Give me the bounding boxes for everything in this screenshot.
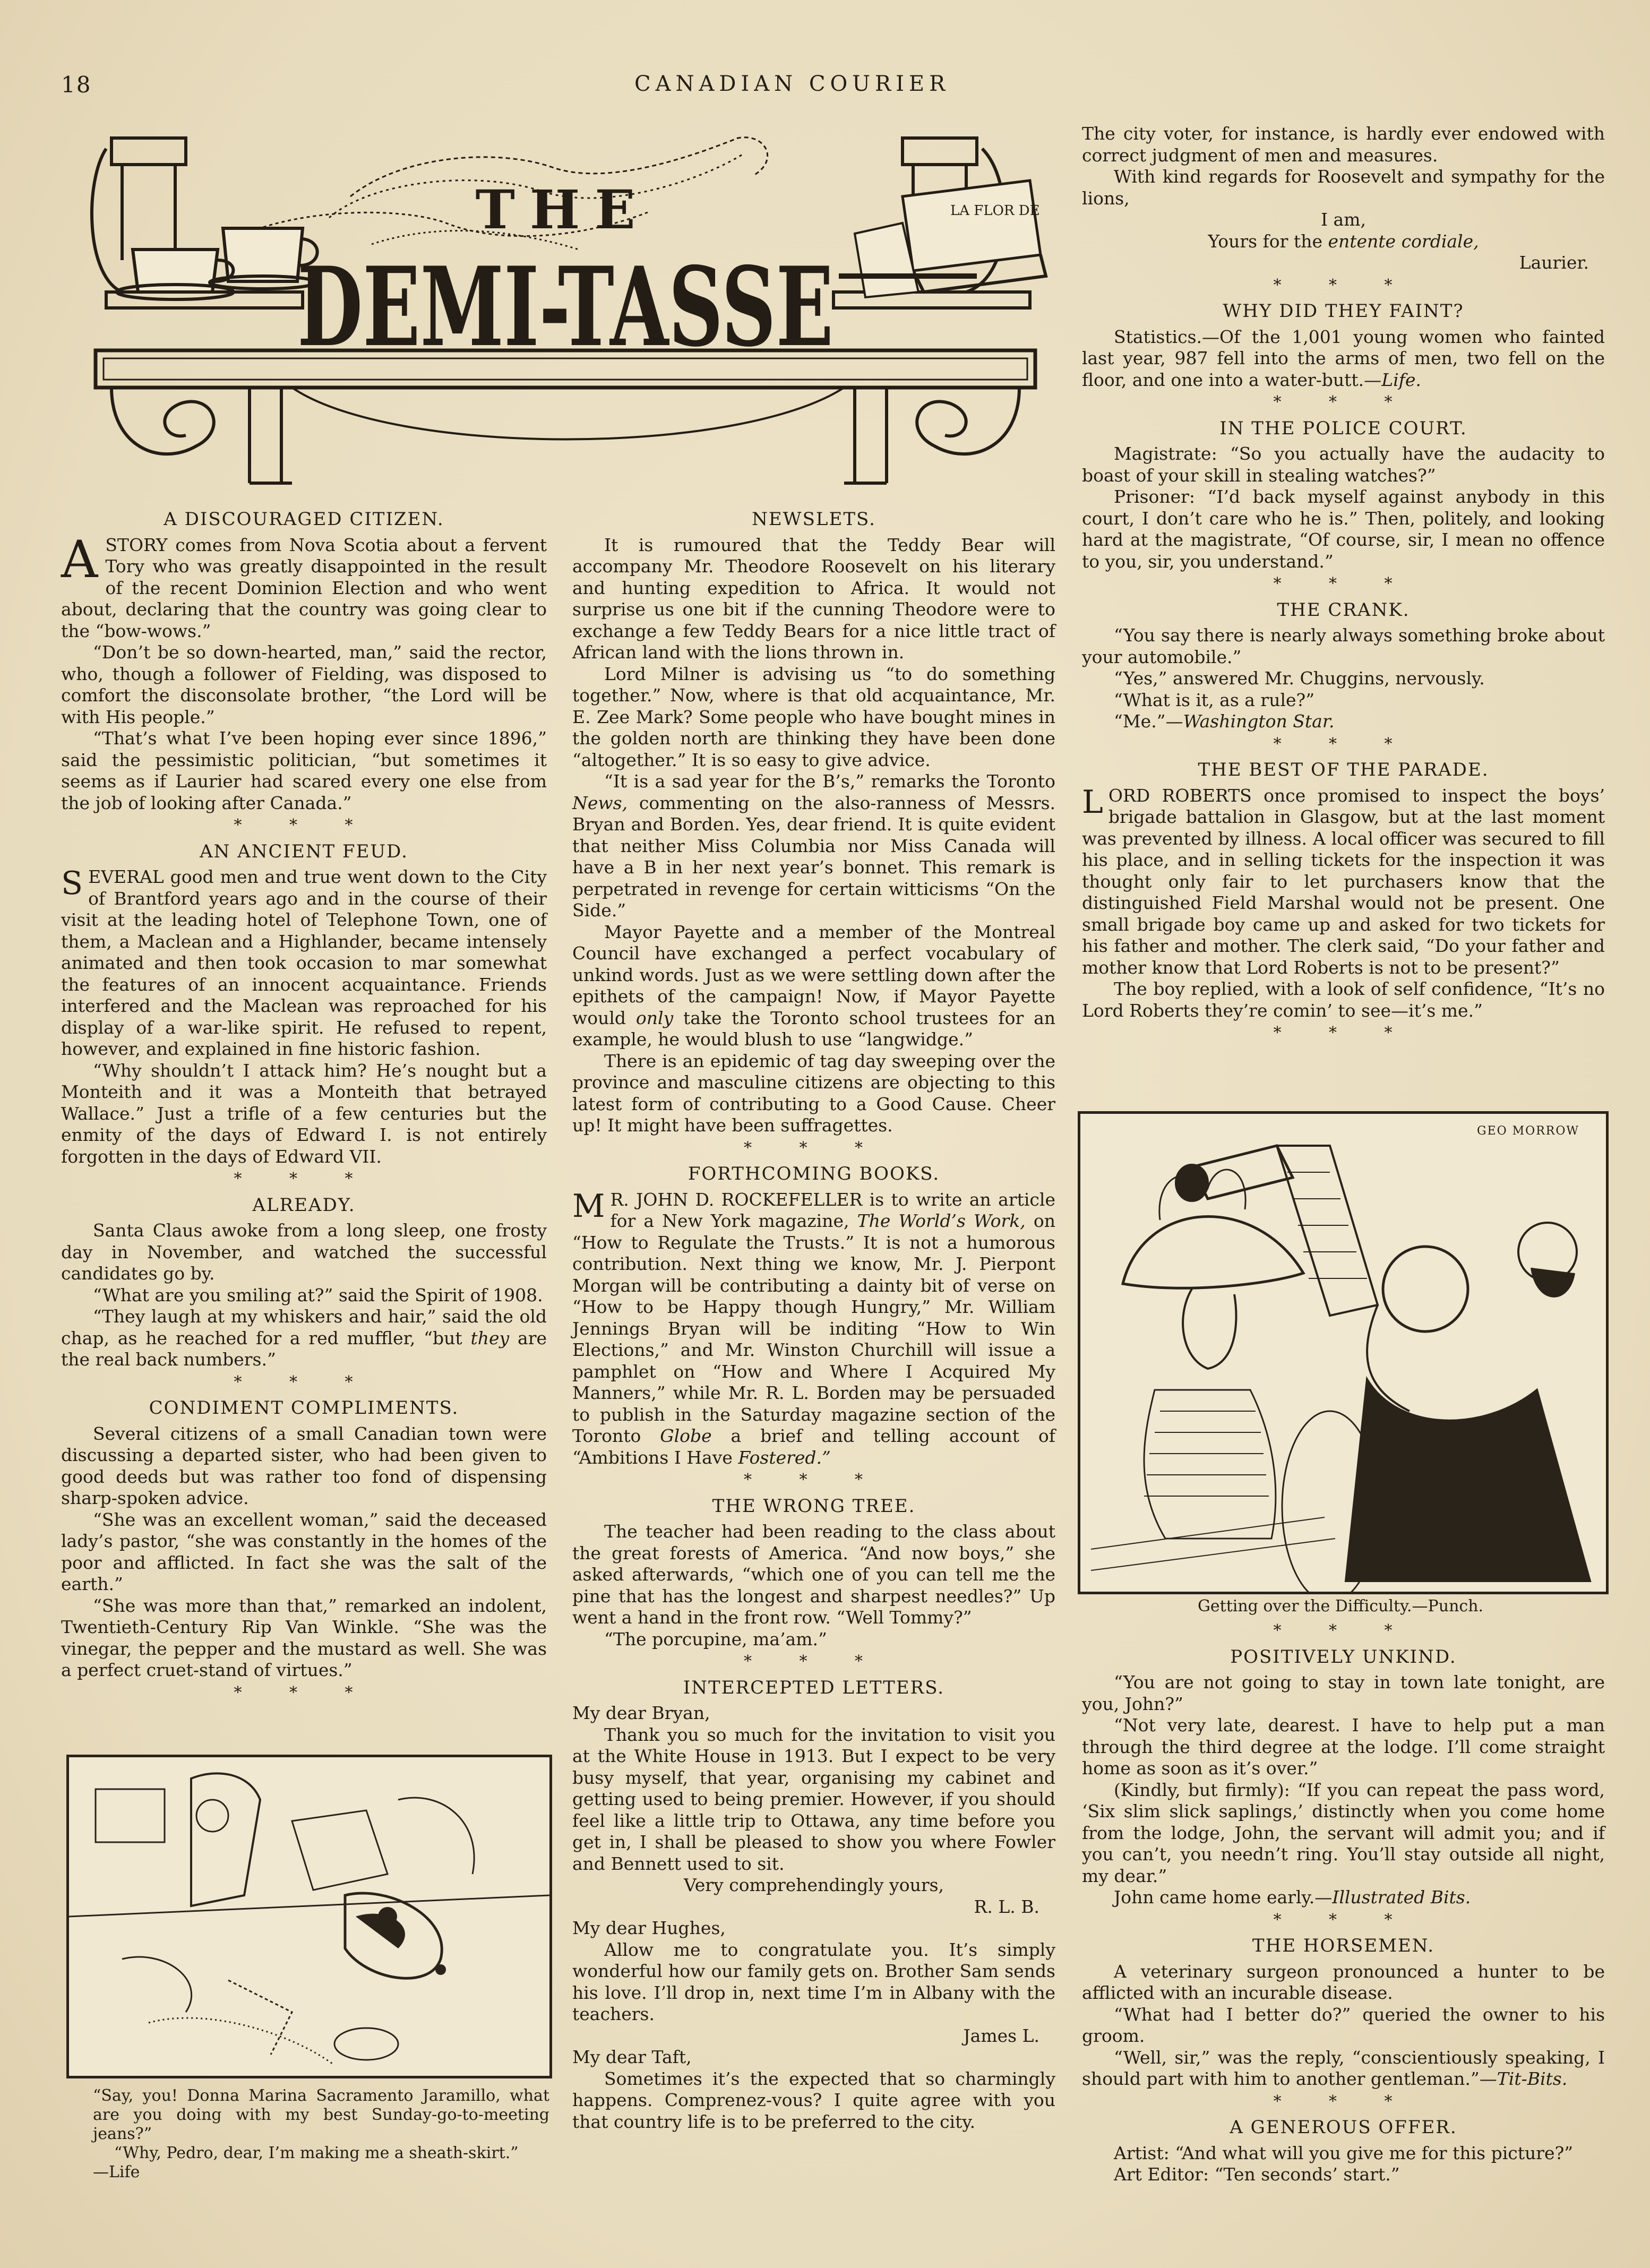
letter-body: Allow me to congratulate you. It’s simply wonderful how our family gets on. Brother Sam sends his love. I’ll drop in, next time I’m in Albany with the teachers.	[572, 1939, 1055, 2024]
separator-stars: * * *	[234, 816, 374, 835]
separator-stars: * * *	[234, 1372, 374, 1391]
article-text: take the Toronto school trustees for an example, he would blush to use “langwidge.”	[572, 1007, 1055, 1050]
article-paragraph: “You are not going to stay in town late tonight, are you, John?”	[1082, 1672, 1605, 1714]
letter-body: Thank you so much for the invitation to visit you at the White House in 1913. But I expect to be very busy myself, that year, organising my cabinet and getting used to being premier. However, if you should feel like a little trip to Ottawa, any time before you get in, I shall be pleased to show you where Fowler and Bennett used to sit.	[572, 1724, 1055, 1874]
separator-stars: * * *	[743, 1138, 884, 1157]
article-paragraph: “What is it, as a rule?”	[1114, 689, 1315, 710]
article-text: a brief and telling account of “Ambitions I Have	[572, 1425, 1055, 1468]
separator-stars: * * *	[1273, 1910, 1414, 1929]
article-paragraph: “Don’t be so down-hearted, man,” said the rector, who, though a follower of Fielding, was disposed to comfort the disconsolate brother, “the Lord will be with His people.”	[61, 642, 547, 727]
headline-ancient-feud: AN ANCIENT FEUD.	[200, 840, 408, 862]
article-paragraph: Santa Claus awoke from a long sleep, one frosty day in November, and watched the successful candidates go by.	[61, 1220, 547, 1284]
cartoon-caption-block	[93, 2086, 549, 2182]
article-paragraph: “What are you smiling at?” said the Spirit of 1908.	[93, 1284, 543, 1305]
separator-stars: * * *	[743, 1652, 884, 1671]
letter-signature: R. L. B.	[974, 1896, 1039, 1917]
cartoon-drawing	[1080, 1114, 1606, 1592]
article-paragraph: The teacher had been reading to the class about the great forests of America. “And now boys,” she asked afterwards, “which one of you can tell me the pine that has the longest and sharpest needles?” Up went a hand in the front row. “Well Tommy?”	[572, 1521, 1055, 1628]
headline-crank: THE CRANK.	[1277, 599, 1410, 621]
article-paragraph: Prisoner: “I’d back myself against anybody in this court, I don’t care who he is.” Then, politely, and looking hard at the magistrate, “Of course, sir, I mean no offence to you, sir, you understand.”	[1082, 486, 1605, 572]
headline-wrong-tree: THE WRONG TREE.	[712, 1495, 916, 1517]
article-paragraph: There is an epidemic of tag day sweeping over the province and masculine citizens are objecting to this latest form of contributing to a Good Cause. Cheer up! It might have been suffragettes.	[572, 1050, 1055, 1136]
column-2	[572, 504, 1055, 2133]
cartoon-source: —Life	[93, 2163, 140, 2181]
letter-closing: I am,	[1321, 209, 1366, 230]
separator-stars: * * *	[1273, 2092, 1414, 2111]
article-paragraph: Art Editor: “Ten seconds’ start.”	[1114, 2164, 1400, 2185]
article-text: ORD ROBERTS once promised to inspect the boys’ brigade battalion in Glasgow, but at the last moment was prevented by illness. A local officer was secured to fill his place, and in selling tickets for the inspection it was thought only fair to let purchasers know that the distinguished Field Marshal would not be present. One small brigade boy came up and asked for two tickets for his father and mother. The clerk said, “Do your father and mother know that Lord Roberts is not to be present?”	[1082, 785, 1605, 978]
headline-best-of-parade: THE BEST OF THE PARADE.	[1198, 759, 1489, 780]
letter-body: With kind regards for Roosevelt and sympathy for the lions,	[1082, 166, 1605, 209]
letter-closing-italic: entente cordiale,	[1328, 230, 1479, 252]
drop-cap: S	[61, 865, 83, 902]
banner-the: THE	[475, 178, 650, 241]
letter-salutation: My dear Hughes,	[572, 1918, 726, 1938]
article-paragraph: (Kindly, but firmly): “If you can repeat the pass word, ‘Six slim slick saplings,’ distinctly when you come home from the lodge, John, the servant will admit you; and if you can’t, you needn’t ring. You’ll stay outside all night, my dear.”	[1082, 1779, 1605, 1886]
article-paragraph: “She was more than that,” remarked an indolent, Twentieth-Century Rip Van Winkle. “She was the vinegar, the pepper and the mustard as well. She was a perfect cruet-stand of virtues.”	[61, 1595, 547, 1680]
article-text-italic: Illustrated Bits.	[1332, 1887, 1471, 1908]
cartoon-drawing	[69, 1757, 549, 2076]
article-text: “Me.”—	[1114, 711, 1183, 732]
letter-body-continued: The city voter, for instance, is hardly ever endowed with correct judgment of men and measures.	[1082, 123, 1605, 166]
page-number: 18	[61, 72, 92, 98]
column-3-top	[1082, 123, 1605, 1046]
article-text: “Well, sir,” was the reply, “conscientiously speaking, I should part with him to another gentleman.”—	[1082, 2047, 1605, 2089]
cartoon-caption-line-2: “Why, Pedro, dear, I’m making me a sheath-skirt.”	[114, 2144, 519, 2162]
article-text: are the real back numbers.”	[61, 1327, 547, 1370]
article-text-italic: Tit-Bits.	[1497, 2068, 1568, 2089]
letter-closing: Very comprehendingly yours,	[683, 1875, 944, 1895]
article-text-italic: Life.	[1381, 369, 1421, 390]
letter-salutation: My dear Taft,	[572, 2047, 692, 2067]
headline-forthcoming-books: FORTHCOMING BOOKS.	[688, 1163, 940, 1184]
separator-stars: * * *	[1273, 276, 1414, 295]
article-paragraph: It is rumoured that the Teddy Bear will accompany Mr. Theodore Roosevelt on his literary and hunting expedition to Africa. It would not surprise us one bit if the cunning Theodore were to exchange a few Teddy Bears for a nice little tract of African land with the lions thrown in.	[572, 534, 1055, 663]
headline-generous-offer: A GENEROUS OFFER.	[1230, 2117, 1457, 2138]
separator-stars: * * *	[234, 1683, 374, 1702]
letter-signature: Laurier.	[1519, 252, 1589, 273]
article-text-italic: only	[635, 1007, 674, 1028]
article-text-italic: Globe	[660, 1425, 712, 1446]
article-paragraph: Artist: “And what will you give me for this picture?”	[1114, 2142, 1574, 2163]
column-3-bottom	[1082, 1619, 1605, 2186]
cartoon-sheath-skirt	[66, 1755, 552, 2078]
headline-already: ALREADY.	[252, 1194, 356, 1216]
article-paragraph: Magistrate: “So you actually have the audacity to boast of your skill in stealing watches?”	[1082, 443, 1605, 486]
article-text-italic: they	[470, 1327, 510, 1348]
banner-title: DEMI-TASSE	[297, 244, 833, 371]
article-text: on “How to Regulate the Trusts.” It is not a humorous contribution. Next thing we know, Mr. J. Pierpont Morgan will be contributing a dainty bit of verse on “How to be Happy though Hungry,” Mr. William Jennings Bryan will be inditing “How to Win Elections,” and Mr. Winston Churchill will issue a pamphlet on “How and Where I Acquired My Manners,” while Mr. R. L. Borden may be persuaded to publish in the Saturday magazine section of the Toronto	[572, 1210, 1055, 1446]
separator-stars: * * *	[1273, 393, 1414, 411]
letter-closing: Yours for the	[1208, 230, 1328, 252]
cartoon-caption: Getting over the Difficulty.—Punch.	[1197, 1597, 1484, 1616]
journal-title: CANADIAN COURIER	[634, 72, 950, 96]
cartoon-caption-line-1: “Say, you! Donna Marina Sacramento Jaramillo, what are you doing with my best Sunday-go-to-meeting jeans?”	[93, 2086, 549, 2143]
headline-intercepted-letters: INTERCEPTED LETTERS.	[683, 1677, 945, 1698]
separator-stars: * * *	[1273, 734, 1414, 753]
article-paragraph: “You say there is nearly always something broke about your automobile.”	[1082, 625, 1605, 667]
article-paragraph: The boy replied, with a look of self confidence, “It’s no Lord Roberts they’re comin’ to see—it’s me.”	[1082, 978, 1605, 1021]
headline-why-faint: WHY DID THEY FAINT?	[1223, 300, 1464, 322]
article-paragraph: Several citizens of a small Canadian town were discussing a departed sister, who had been given to good deeds but was rather too fond of dispensing sharp-spoken advice.	[61, 1423, 547, 1508]
separator-stars: * * *	[1273, 574, 1414, 593]
separator-stars: * * *	[1273, 1621, 1414, 1640]
drop-cap: A	[61, 529, 98, 589]
article-paragraph: “The porcupine, ma’am.”	[604, 1628, 827, 1650]
article-paragraph: “Yes,” answered Mr. Chuggins, nervously.	[1114, 668, 1485, 689]
article-paragraph: A veterinary surgeon pronounced a hunter to be afflicted with an incurable disease.	[1082, 1961, 1605, 2003]
article-paragraph: “That’s what I’ve been hoping ever since 1896,” said the pessimistic politician, “but sometimes it seems as if Laurier had scared every one else from the job of looking after Canada.”	[61, 728, 547, 813]
headline-police-court: IN THE POLICE COURT.	[1219, 417, 1467, 439]
article-text: EVERAL good men and true went down to the City of Brantford years ago and in the course of their visit at the leading hotel of Telephone Town, one of them, a Maclean and a Highlander, became intensely animated and then took occasion to mar somewhat the features of an innocent acquaintance. Friends interfered and the Maclean was reproached for his display of a war-like spirit. He refused to repent, however, and explained in fine historic fashion.	[61, 866, 547, 1059]
headline-newslets: NEWSLETS.	[752, 509, 876, 530]
headline-positively-unkind: POSITIVELY UNKIND.	[1230, 1646, 1457, 1668]
article-text: STORY comes from Nova Scotia about a fervent Tory who was greatly disappointed in the result of the recent Dominion Election and who went about, declaring that the country was going clear to the “bow-wows.”	[61, 534, 547, 641]
article-text: “They laugh at my whiskers and hair,” said the old chap, as he reached for a red muffler, “but	[61, 1306, 547, 1348]
cartoon-artist-signature: GEO MORROW	[1476, 1124, 1579, 1138]
headline-discouraged-citizen: A DISCOURAGED CITIZEN.	[164, 509, 444, 530]
letter-signature: James L.	[963, 2025, 1039, 2046]
article-paragraph: Lord Milner is advising us “to do something together.” Now, where is that old acquaintance, Mr. E. Zee Mark? Some people who have bought mines in the golden north are thinking they have been done “altogether.” It is so easy to give advice.	[572, 663, 1055, 770]
cigar-box-label: LA FLOR DE	[950, 203, 1040, 219]
article-paragraph: “She was an excellent woman,” said the deceased lady’s pastor, “she was constantly in the homes of the poor and afflicted. In fact she was the salt of the earth.”	[61, 1509, 547, 1594]
article-text: commenting on the also-ranness of Messrs. Bryan and Borden. Yes, dear friend. It is quite evident that neither Miss Columbia nor Miss Canada will have a B in her next year’s bonnet. This remark is perpetrated in revenge for certain witticisms “On the Side.”	[572, 792, 1055, 921]
separator-stars: * * *	[1273, 1024, 1414, 1042]
separator-stars: * * *	[743, 1471, 884, 1489]
article-text: John came home early.—	[1114, 1887, 1333, 1908]
cartoon-getting-over-difficulty	[1078, 1111, 1609, 1594]
drop-cap: L	[1082, 783, 1103, 821]
drop-cap: M	[572, 1187, 605, 1225]
article-text-italic: Fostered.”	[738, 1447, 831, 1468]
demi-tasse-banner	[74, 117, 1056, 488]
article-text-italic: News,	[572, 792, 628, 813]
article-paragraph: “What had I better do?” queried the owner to his groom.	[1082, 2004, 1605, 2046]
article-text: “It is a sad year for the B’s,” remarks the Toronto	[604, 771, 1055, 792]
headline-condiment-compliments: CONDIMENT COMPLIMENTS.	[149, 1397, 459, 1419]
separator-stars: * * *	[234, 1170, 374, 1188]
headline-horsemen: THE HORSEMEN.	[1252, 1935, 1435, 1956]
letter-body: Sometimes it’s the expected that so charmingly happens. Comprenez-vous? I quite agree with you that country life is to be preferred to the city.	[572, 2068, 1055, 2132]
article-text: R. JOHN D. ROCKEFELLER is to write an article for a New York magazine,	[610, 1189, 1055, 1231]
column-1	[61, 504, 547, 1706]
article-paragraph: “Not very late, dearest. I have to help put a man through the third degree at the lodge. I’ll come straight home as soon as it’s over.”	[1082, 1715, 1605, 1779]
article-text: Statistics.—Of the 1,001 young women who fainted last year, 987 fell into the arms of men, two fell on the floor, and one into a water-butt.—	[1082, 326, 1605, 390]
article-text: Mayor Payette and a member of the Montreal Council have exchanged a perfect vocabulary of unkind words. Just as we were settling down after the epithets of the campaign! Now, if Mayor Payette would	[572, 921, 1055, 1028]
article-paragraph: “Why shouldn’t I attack him? He’s nought but a Monteith and it was a Monteith that betrayed Wallace.” Just a trifle of a few centuries but the enmity of the days of Edward I. is not entirely forgotten in the days of Edward VII.	[61, 1060, 547, 1167]
letter-salutation: My dear Bryan,	[572, 1703, 710, 1723]
article-text-italic: The World’s Work,	[857, 1210, 1026, 1231]
article-text-italic: Washington Star.	[1183, 711, 1335, 732]
